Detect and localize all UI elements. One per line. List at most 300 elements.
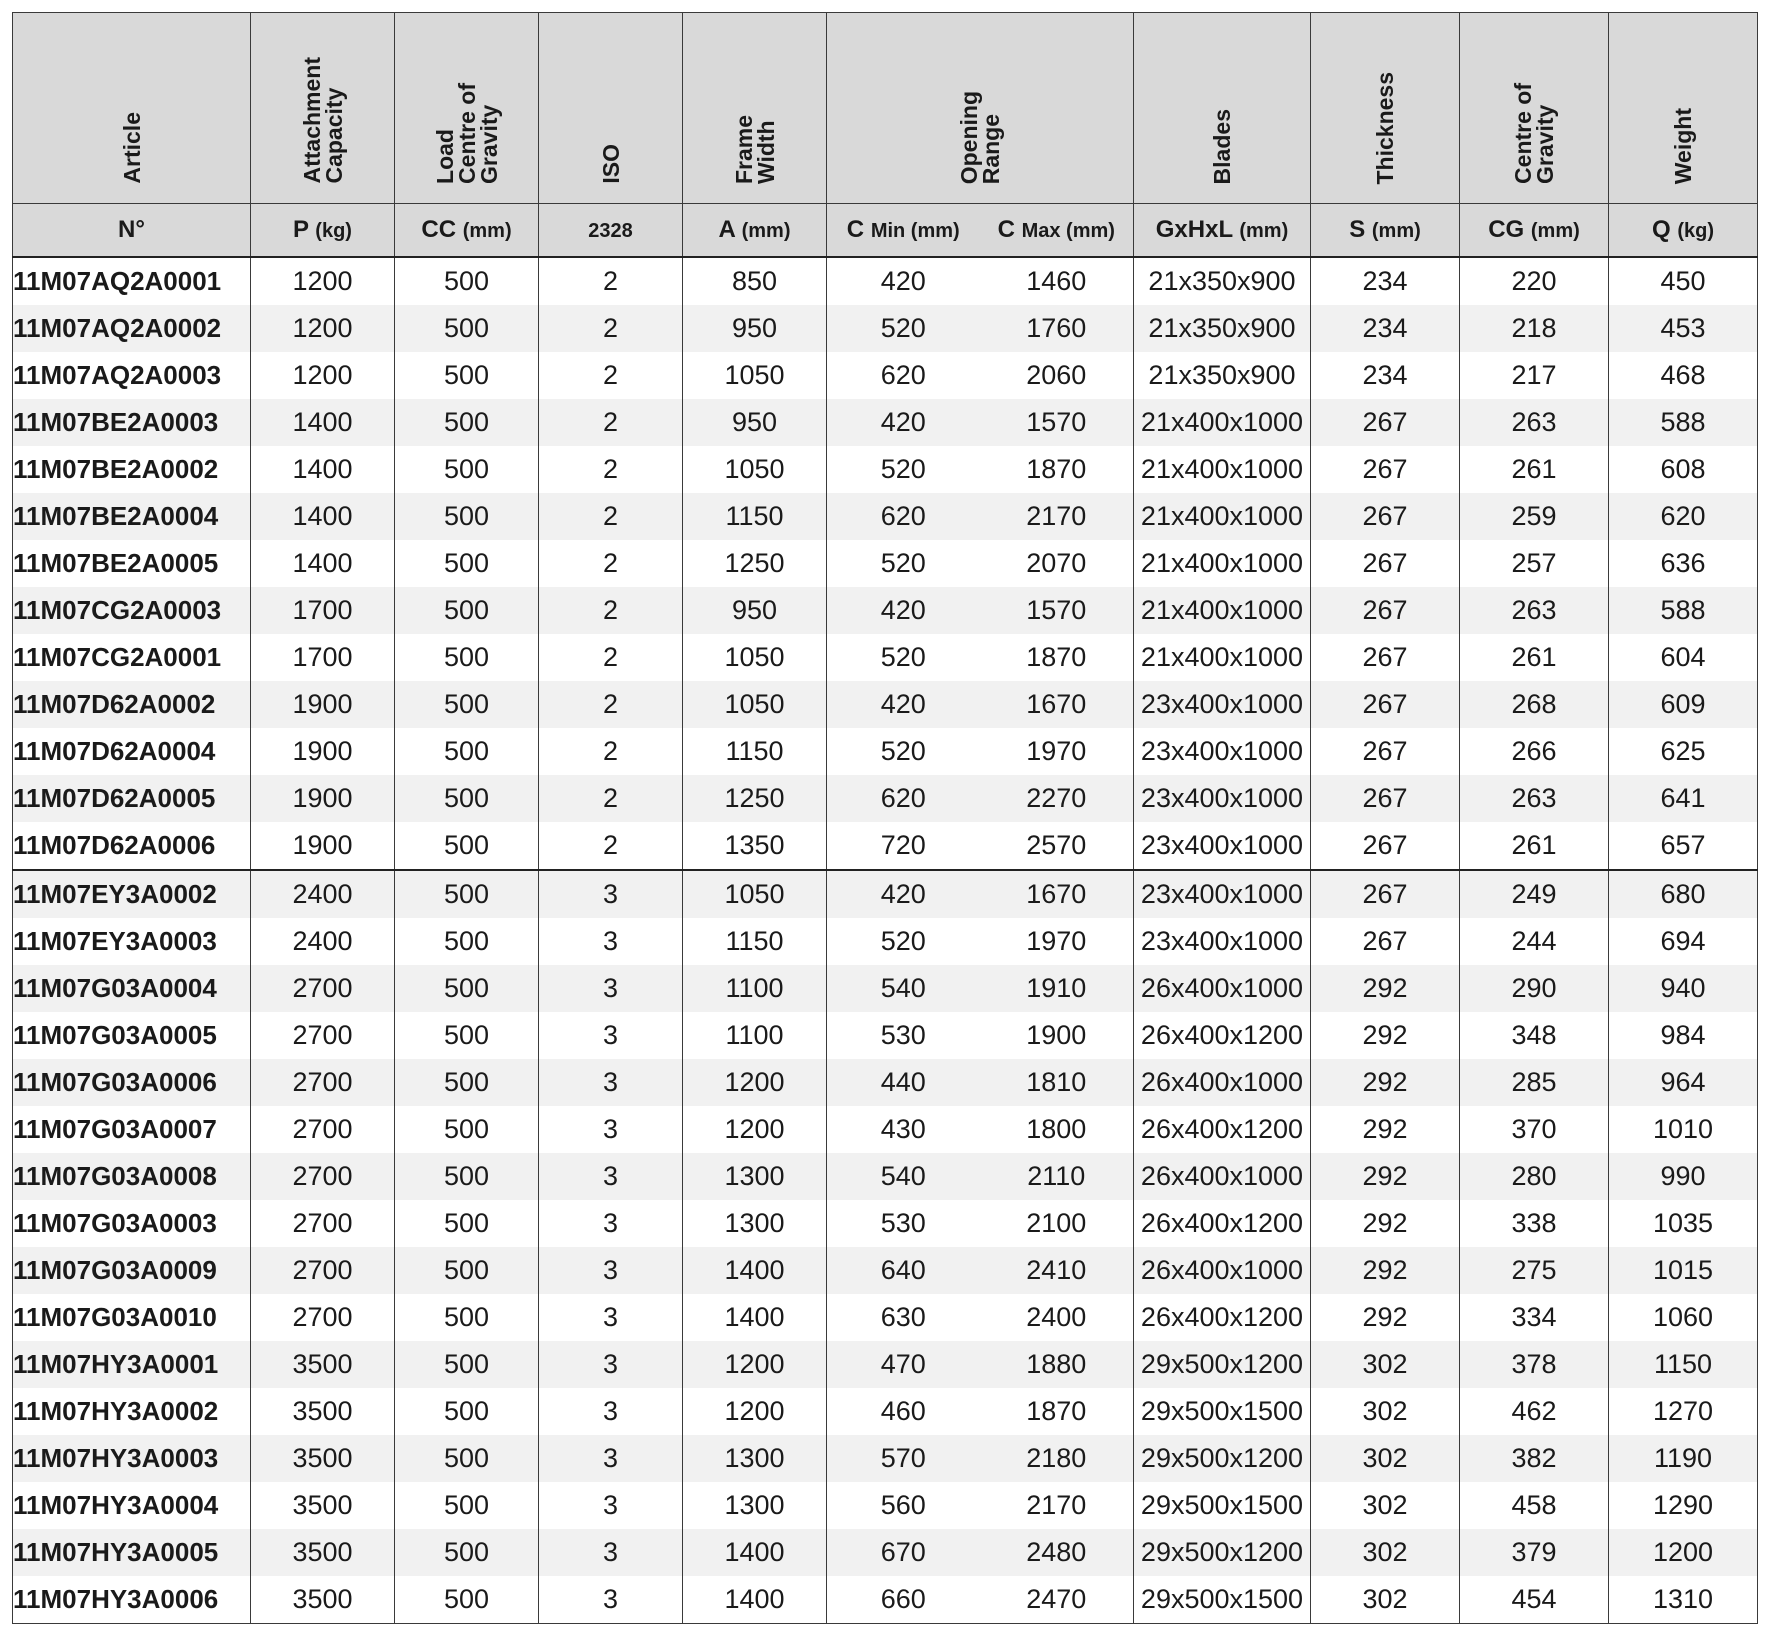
cell-c-max: 2400 <box>980 1294 1134 1341</box>
cell-c-max: 2480 <box>980 1529 1134 1576</box>
cell-thickness: 302 <box>1311 1435 1460 1482</box>
cell-weight: 1310 <box>1609 1576 1758 1624</box>
cell-iso: 3 <box>539 1106 683 1153</box>
cell-weight: 620 <box>1609 493 1758 540</box>
cell-weight: 608 <box>1609 446 1758 493</box>
cell-capacity: 1200 <box>251 305 395 352</box>
cell-frame-width: 1150 <box>683 918 827 965</box>
cell-c-max: 2180 <box>980 1435 1134 1482</box>
cell-iso: 3 <box>539 1529 683 1576</box>
cell-centre-of-gravity: 244 <box>1460 918 1609 965</box>
table-row <box>13 1059 1758 1106</box>
cell-iso: 3 <box>539 1247 683 1294</box>
cell-frame-width: 1400 <box>683 1294 827 1341</box>
cell-capacity: 2400 <box>251 870 395 918</box>
cell-c-min: 420 <box>827 399 980 446</box>
cell-frame-width: 1300 <box>683 1482 827 1529</box>
table-row <box>13 352 1758 399</box>
spec-table <box>12 12 1758 1624</box>
cell-iso: 3 <box>539 1482 683 1529</box>
cell-thickness: 302 <box>1311 1482 1460 1529</box>
cell-load-centre-of-gravity: 500 <box>395 1247 539 1294</box>
cell-load-centre-of-gravity: 500 <box>395 728 539 775</box>
cell-frame-width: 950 <box>683 587 827 634</box>
cell-capacity: 1200 <box>251 352 395 399</box>
cell-c-max: 2070 <box>980 540 1134 587</box>
cell-c-min: 660 <box>827 1576 980 1624</box>
cell-blades: 21x350x900 <box>1134 305 1311 352</box>
cell-thickness: 267 <box>1311 681 1460 728</box>
cell-load-centre-of-gravity: 500 <box>395 1341 539 1388</box>
cell-thickness: 267 <box>1311 493 1460 540</box>
cell-capacity: 3500 <box>251 1435 395 1482</box>
cell-load-centre-of-gravity: 500 <box>395 305 539 352</box>
cell-capacity: 1700 <box>251 634 395 681</box>
cell-frame-width: 1200 <box>683 1341 827 1388</box>
cell-iso: 2 <box>539 352 683 399</box>
cell-centre-of-gravity: 454 <box>1460 1576 1609 1624</box>
cell-centre-of-gravity: 218 <box>1460 305 1609 352</box>
cell-article: 11M07BE2A0003 <box>13 399 251 446</box>
cell-capacity: 2700 <box>251 1294 395 1341</box>
cell-article: 11M07G03A0004 <box>13 965 251 1012</box>
cell-load-centre-of-gravity: 500 <box>395 1106 539 1153</box>
cell-load-centre-of-gravity: 500 <box>395 352 539 399</box>
cell-capacity: 1900 <box>251 822 395 870</box>
cell-blades: 21x400x1000 <box>1134 399 1311 446</box>
cell-c-max: 1870 <box>980 634 1134 681</box>
table-row <box>13 822 1758 870</box>
cell-article: 11M07HY3A0003 <box>13 1435 251 1482</box>
cell-thickness: 234 <box>1311 257 1460 305</box>
cell-thickness: 267 <box>1311 540 1460 587</box>
table-row <box>13 446 1758 493</box>
cell-capacity: 1400 <box>251 399 395 446</box>
table-row <box>13 1435 1758 1482</box>
cell-article: 11M07AQ2A0003 <box>13 352 251 399</box>
cell-load-centre-of-gravity: 500 <box>395 446 539 493</box>
cell-c-min: 470 <box>827 1341 980 1388</box>
table-row <box>13 634 1758 681</box>
cell-centre-of-gravity: 370 <box>1460 1106 1609 1153</box>
cell-capacity: 1400 <box>251 540 395 587</box>
cell-load-centre-of-gravity: 500 <box>395 587 539 634</box>
cell-frame-width: 1400 <box>683 1529 827 1576</box>
unit-thickness: S (mm) <box>1311 204 1460 258</box>
cell-c-min: 430 <box>827 1106 980 1153</box>
cell-iso: 2 <box>539 681 683 728</box>
cell-blades: 23x400x1000 <box>1134 775 1311 822</box>
cell-centre-of-gravity: 382 <box>1460 1435 1609 1482</box>
table-row <box>13 305 1758 352</box>
header-iso: ISO <box>539 13 683 204</box>
cell-c-max: 2060 <box>980 352 1134 399</box>
cell-iso: 2 <box>539 493 683 540</box>
cell-load-centre-of-gravity: 500 <box>395 634 539 681</box>
cell-centre-of-gravity: 458 <box>1460 1482 1609 1529</box>
cell-iso: 2 <box>539 446 683 493</box>
cell-centre-of-gravity: 266 <box>1460 728 1609 775</box>
cell-centre-of-gravity: 285 <box>1460 1059 1609 1106</box>
cell-iso: 3 <box>539 1012 683 1059</box>
cell-centre-of-gravity: 290 <box>1460 965 1609 1012</box>
cell-thickness: 302 <box>1311 1576 1460 1624</box>
cell-blades: 21x400x1000 <box>1134 540 1311 587</box>
cell-weight: 468 <box>1609 352 1758 399</box>
cell-thickness: 267 <box>1311 870 1460 918</box>
cell-article: 11M07HY3A0001 <box>13 1341 251 1388</box>
cell-load-centre-of-gravity: 500 <box>395 681 539 728</box>
cell-iso: 3 <box>539 918 683 965</box>
cell-weight: 1150 <box>1609 1341 1758 1388</box>
table-row <box>13 1012 1758 1059</box>
cell-centre-of-gravity: 268 <box>1460 681 1609 728</box>
cell-blades: 26x400x1000 <box>1134 965 1311 1012</box>
cell-weight: 990 <box>1609 1153 1758 1200</box>
cell-frame-width: 950 <box>683 399 827 446</box>
table-row <box>13 1529 1758 1576</box>
cell-c-max: 2470 <box>980 1576 1134 1624</box>
cell-thickness: 234 <box>1311 352 1460 399</box>
cell-load-centre-of-gravity: 500 <box>395 1482 539 1529</box>
cell-centre-of-gravity: 249 <box>1460 870 1609 918</box>
cell-frame-width: 1050 <box>683 352 827 399</box>
cell-frame-width: 1150 <box>683 493 827 540</box>
cell-capacity: 3500 <box>251 1529 395 1576</box>
cell-weight: 1290 <box>1609 1482 1758 1529</box>
cell-c-min: 570 <box>827 1435 980 1482</box>
unit-blades: GxHxL (mm) <box>1134 204 1311 258</box>
cell-load-centre-of-gravity: 500 <box>395 1529 539 1576</box>
cell-frame-width: 1400 <box>683 1247 827 1294</box>
cell-capacity: 1900 <box>251 775 395 822</box>
cell-capacity: 2400 <box>251 918 395 965</box>
cell-load-centre-of-gravity: 500 <box>395 493 539 540</box>
cell-frame-width: 1250 <box>683 775 827 822</box>
cell-article: 11M07AQ2A0001 <box>13 257 251 305</box>
cell-blades: 26x400x1000 <box>1134 1153 1311 1200</box>
cell-c-min: 420 <box>827 681 980 728</box>
cell-blades: 21x400x1000 <box>1134 493 1311 540</box>
cell-article: 11M07HY3A0004 <box>13 1482 251 1529</box>
cell-thickness: 267 <box>1311 634 1460 681</box>
cell-iso: 2 <box>539 540 683 587</box>
cell-weight: 1035 <box>1609 1200 1758 1247</box>
cell-load-centre-of-gravity: 500 <box>395 1435 539 1482</box>
cell-article: 11M07D62A0005 <box>13 775 251 822</box>
cell-centre-of-gravity: 378 <box>1460 1341 1609 1388</box>
cell-c-max: 1670 <box>980 681 1134 728</box>
header-article: Article <box>13 13 251 204</box>
cell-centre-of-gravity: 462 <box>1460 1388 1609 1435</box>
cell-blades: 21x400x1000 <box>1134 634 1311 681</box>
cell-c-max: 2110 <box>980 1153 1134 1200</box>
cell-article: 11M07EY3A0003 <box>13 918 251 965</box>
cell-capacity: 3500 <box>251 1576 395 1624</box>
cell-capacity: 2700 <box>251 1153 395 1200</box>
header-centre-of-gravity: Centre of Gravity <box>1460 13 1609 204</box>
cell-frame-width: 1100 <box>683 1012 827 1059</box>
cell-c-max: 2170 <box>980 1482 1134 1529</box>
unit-c-max: C Max (mm) <box>980 204 1134 258</box>
cell-weight: 940 <box>1609 965 1758 1012</box>
table-row <box>13 540 1758 587</box>
cell-c-max: 2170 <box>980 493 1134 540</box>
cell-load-centre-of-gravity: 500 <box>395 870 539 918</box>
cell-c-min: 530 <box>827 1200 980 1247</box>
cell-thickness: 234 <box>1311 305 1460 352</box>
cell-centre-of-gravity: 348 <box>1460 1012 1609 1059</box>
cell-iso: 2 <box>539 634 683 681</box>
cell-c-min: 520 <box>827 540 980 587</box>
cell-iso: 3 <box>539 1153 683 1200</box>
cell-blades: 29x500x1200 <box>1134 1341 1311 1388</box>
cell-capacity: 3500 <box>251 1482 395 1529</box>
cell-c-min: 520 <box>827 918 980 965</box>
cell-c-min: 520 <box>827 728 980 775</box>
cell-weight: 625 <box>1609 728 1758 775</box>
table-row <box>13 1576 1758 1624</box>
cell-frame-width: 1050 <box>683 681 827 728</box>
cell-centre-of-gravity: 280 <box>1460 1153 1609 1200</box>
cell-c-max: 1810 <box>980 1059 1134 1106</box>
cell-c-min: 530 <box>827 1012 980 1059</box>
unit-lcg: CC (mm) <box>395 204 539 258</box>
table-row <box>13 918 1758 965</box>
cell-article: 11M07CG2A0001 <box>13 634 251 681</box>
cell-thickness: 302 <box>1311 1529 1460 1576</box>
cell-c-min: 630 <box>827 1294 980 1341</box>
cell-thickness: 292 <box>1311 1200 1460 1247</box>
cell-iso: 3 <box>539 1341 683 1388</box>
header-row <box>13 13 1758 204</box>
table-row <box>13 1341 1758 1388</box>
cell-thickness: 267 <box>1311 399 1460 446</box>
cell-iso: 3 <box>539 1435 683 1482</box>
cell-thickness: 292 <box>1311 1247 1460 1294</box>
cell-blades: 23x400x1000 <box>1134 728 1311 775</box>
cell-c-min: 420 <box>827 587 980 634</box>
unit-cog: CG (mm) <box>1460 204 1609 258</box>
cell-load-centre-of-gravity: 500 <box>395 1294 539 1341</box>
cell-iso: 2 <box>539 399 683 446</box>
cell-article: 11M07HY3A0005 <box>13 1529 251 1576</box>
cell-weight: 1060 <box>1609 1294 1758 1341</box>
cell-article: 11M07G03A0010 <box>13 1294 251 1341</box>
cell-thickness: 292 <box>1311 1294 1460 1341</box>
cell-blades: 26x400x1200 <box>1134 1200 1311 1247</box>
header-load-centre-of-gravity: Load Centre of Gravity <box>395 13 539 204</box>
cell-article: 11M07D62A0002 <box>13 681 251 728</box>
cell-frame-width: 1200 <box>683 1106 827 1153</box>
cell-blades: 29x500x1500 <box>1134 1576 1311 1624</box>
unit-weight: Q (kg) <box>1609 204 1758 258</box>
header-blades: Blades <box>1134 13 1311 204</box>
cell-blades: 29x500x1500 <box>1134 1482 1311 1529</box>
table-row <box>13 870 1758 918</box>
cell-frame-width: 1250 <box>683 540 827 587</box>
cell-c-max: 1570 <box>980 587 1134 634</box>
cell-c-max: 2270 <box>980 775 1134 822</box>
cell-article: 11M07D62A0006 <box>13 822 251 870</box>
cell-weight: 1010 <box>1609 1106 1758 1153</box>
cell-centre-of-gravity: 338 <box>1460 1200 1609 1247</box>
cell-c-max: 1900 <box>980 1012 1134 1059</box>
cell-frame-width: 1350 <box>683 822 827 870</box>
cell-load-centre-of-gravity: 500 <box>395 540 539 587</box>
cell-article: 11M07HY3A0006 <box>13 1576 251 1624</box>
cell-blades: 23x400x1000 <box>1134 870 1311 918</box>
cell-frame-width: 950 <box>683 305 827 352</box>
table-row <box>13 587 1758 634</box>
cell-frame-width: 1300 <box>683 1435 827 1482</box>
cell-thickness: 267 <box>1311 728 1460 775</box>
cell-weight: 1270 <box>1609 1388 1758 1435</box>
table-row <box>13 493 1758 540</box>
cell-blades: 21x400x1000 <box>1134 446 1311 493</box>
cell-article: 11M07HY3A0002 <box>13 1388 251 1435</box>
table-body <box>13 257 1758 1624</box>
table-row <box>13 965 1758 1012</box>
cell-load-centre-of-gravity: 500 <box>395 1388 539 1435</box>
header-weight: Weight <box>1609 13 1758 204</box>
cell-iso: 2 <box>539 728 683 775</box>
cell-iso: 2 <box>539 822 683 870</box>
cell-weight: 609 <box>1609 681 1758 728</box>
cell-thickness: 302 <box>1311 1341 1460 1388</box>
cell-weight: 641 <box>1609 775 1758 822</box>
cell-capacity: 2700 <box>251 965 395 1012</box>
cell-capacity: 3500 <box>251 1341 395 1388</box>
header-capacity: Attachment Capacity <box>251 13 395 204</box>
cell-c-min: 420 <box>827 870 980 918</box>
cell-article: 11M07G03A0006 <box>13 1059 251 1106</box>
cell-load-centre-of-gravity: 500 <box>395 775 539 822</box>
cell-weight: 1200 <box>1609 1529 1758 1576</box>
cell-centre-of-gravity: 263 <box>1460 587 1609 634</box>
unit-article: N° <box>13 204 251 258</box>
cell-weight: 657 <box>1609 822 1758 870</box>
cell-article: 11M07D62A0004 <box>13 728 251 775</box>
cell-load-centre-of-gravity: 500 <box>395 1153 539 1200</box>
cell-thickness: 267 <box>1311 587 1460 634</box>
cell-centre-of-gravity: 259 <box>1460 493 1609 540</box>
cell-article: 11M07BE2A0005 <box>13 540 251 587</box>
cell-blades: 29x500x1200 <box>1134 1435 1311 1482</box>
cell-capacity: 1900 <box>251 728 395 775</box>
unit-capacity: P (kg) <box>251 204 395 258</box>
cell-frame-width: 1200 <box>683 1059 827 1106</box>
cell-centre-of-gravity: 263 <box>1460 399 1609 446</box>
cell-weight: 680 <box>1609 870 1758 918</box>
cell-frame-width: 1050 <box>683 870 827 918</box>
cell-article: 11M07G03A0009 <box>13 1247 251 1294</box>
cell-capacity: 2700 <box>251 1059 395 1106</box>
table-row <box>13 399 1758 446</box>
cell-weight: 588 <box>1609 587 1758 634</box>
cell-c-max: 1970 <box>980 918 1134 965</box>
cell-article: 11M07AQ2A0002 <box>13 305 251 352</box>
cell-centre-of-gravity: 257 <box>1460 540 1609 587</box>
table-row <box>13 1153 1758 1200</box>
cell-frame-width: 1050 <box>683 446 827 493</box>
cell-thickness: 267 <box>1311 446 1460 493</box>
cell-weight: 984 <box>1609 1012 1758 1059</box>
cell-c-min: 640 <box>827 1247 980 1294</box>
cell-centre-of-gravity: 261 <box>1460 634 1609 681</box>
cell-frame-width: 1200 <box>683 1388 827 1435</box>
cell-article: 11M07G03A0007 <box>13 1106 251 1153</box>
cell-load-centre-of-gravity: 500 <box>395 257 539 305</box>
cell-weight: 588 <box>1609 399 1758 446</box>
cell-c-min: 670 <box>827 1529 980 1576</box>
cell-load-centre-of-gravity: 500 <box>395 399 539 446</box>
cell-article: 11M07EY3A0002 <box>13 870 251 918</box>
cell-c-max: 2410 <box>980 1247 1134 1294</box>
cell-iso: 3 <box>539 1388 683 1435</box>
cell-frame-width: 850 <box>683 257 827 305</box>
cell-blades: 23x400x1000 <box>1134 681 1311 728</box>
cell-capacity: 2700 <box>251 1012 395 1059</box>
unit-frame-width: A (mm) <box>683 204 827 258</box>
cell-capacity: 1400 <box>251 493 395 540</box>
table-row <box>13 1200 1758 1247</box>
cell-centre-of-gravity: 379 <box>1460 1529 1609 1576</box>
cell-thickness: 292 <box>1311 965 1460 1012</box>
cell-centre-of-gravity: 220 <box>1460 257 1609 305</box>
header-frame-width: Frame Width <box>683 13 827 204</box>
cell-thickness: 292 <box>1311 1012 1460 1059</box>
cell-thickness: 267 <box>1311 822 1460 870</box>
cell-thickness: 302 <box>1311 1388 1460 1435</box>
cell-weight: 453 <box>1609 305 1758 352</box>
cell-c-min: 540 <box>827 965 980 1012</box>
cell-centre-of-gravity: 261 <box>1460 446 1609 493</box>
cell-blades: 29x500x1500 <box>1134 1388 1311 1435</box>
cell-c-max: 1760 <box>980 305 1134 352</box>
cell-iso: 3 <box>539 1200 683 1247</box>
cell-capacity: 1700 <box>251 587 395 634</box>
cell-centre-of-gravity: 263 <box>1460 775 1609 822</box>
header-opening-range: Opening Range <box>827 13 1134 204</box>
cell-c-min: 420 <box>827 257 980 305</box>
cell-iso: 3 <box>539 1059 683 1106</box>
cell-frame-width: 1050 <box>683 634 827 681</box>
table-row <box>13 728 1758 775</box>
cell-c-min: 520 <box>827 446 980 493</box>
cell-article: 11M07CG2A0003 <box>13 587 251 634</box>
cell-thickness: 267 <box>1311 918 1460 965</box>
unit-c-min: C Min (mm) <box>827 204 980 258</box>
cell-capacity: 2700 <box>251 1247 395 1294</box>
cell-c-min: 460 <box>827 1388 980 1435</box>
cell-article: 11M07G03A0005 <box>13 1012 251 1059</box>
cell-load-centre-of-gravity: 500 <box>395 822 539 870</box>
cell-c-min: 560 <box>827 1482 980 1529</box>
cell-c-min: 720 <box>827 822 980 870</box>
table-row <box>13 775 1758 822</box>
cell-article: 11M07BE2A0004 <box>13 493 251 540</box>
cell-c-min: 520 <box>827 305 980 352</box>
cell-iso: 3 <box>539 1294 683 1341</box>
cell-thickness: 292 <box>1311 1153 1460 1200</box>
cell-load-centre-of-gravity: 500 <box>395 1059 539 1106</box>
cell-c-min: 520 <box>827 634 980 681</box>
cell-iso: 2 <box>539 775 683 822</box>
cell-c-min: 620 <box>827 493 980 540</box>
table-row <box>13 1247 1758 1294</box>
cell-load-centre-of-gravity: 500 <box>395 1200 539 1247</box>
